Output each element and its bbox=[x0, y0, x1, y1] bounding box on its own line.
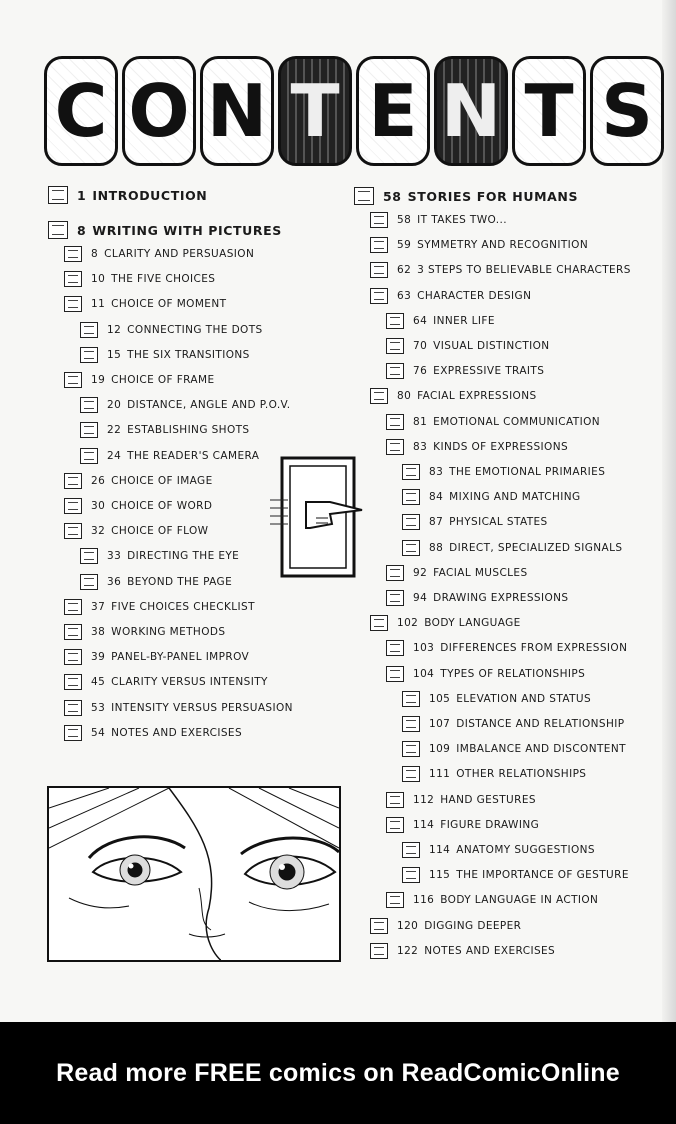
toc-label: OTHER RELATIONSHIPS bbox=[456, 768, 587, 781]
toc-page-number: 20 bbox=[107, 399, 122, 412]
toc-entry[interactable] bbox=[370, 615, 521, 631]
toc-entry[interactable] bbox=[386, 565, 528, 581]
toc-entry[interactable] bbox=[386, 892, 598, 908]
toc-page-number: 92 bbox=[413, 566, 428, 579]
toc-label: CHOICE OF IMAGE bbox=[111, 474, 213, 487]
masks-icon bbox=[370, 388, 388, 404]
dig-icon bbox=[370, 918, 388, 934]
toc-page-number: 114 bbox=[429, 844, 451, 856]
frame-icon bbox=[64, 372, 82, 388]
toc-label: FACIAL EXPRESSIONS bbox=[417, 390, 537, 403]
toc-label: THE IMPORTANCE OF GESTURE bbox=[456, 869, 629, 882]
toc-entry[interactable] bbox=[402, 540, 622, 556]
toc-entry[interactable] bbox=[370, 288, 531, 304]
toc-entry[interactable] bbox=[386, 363, 544, 379]
eyes-closeup-illustration bbox=[47, 786, 341, 962]
toc-entry[interactable] bbox=[64, 725, 242, 741]
figure-icon bbox=[386, 817, 404, 833]
toc-page-number: 103 bbox=[413, 642, 435, 655]
toc-page-number: 112 bbox=[413, 793, 435, 806]
toc-page-number: 109 bbox=[429, 743, 451, 756]
toc-page-number: 15 bbox=[107, 348, 122, 361]
grin-icon bbox=[402, 489, 420, 505]
toc-label: CHOICE OF FLOW bbox=[111, 525, 209, 538]
toc-page-number: 26 bbox=[91, 474, 106, 487]
group-icon bbox=[386, 666, 404, 682]
toc-entry[interactable] bbox=[386, 640, 627, 656]
toc-label: ELEVATION AND STATUS bbox=[456, 692, 592, 705]
toc-label: IT TAKES TWO... bbox=[417, 214, 507, 226]
introduction-icon bbox=[48, 186, 68, 204]
toc-page-number: 19 bbox=[91, 374, 106, 386]
toc-entry[interactable] bbox=[64, 246, 254, 262]
toc-page-number: 104 bbox=[413, 667, 435, 680]
toc-page-number: 58 bbox=[383, 188, 402, 204]
camera-icon bbox=[80, 448, 98, 464]
toc-label: IMBALANCE AND DISCONTENT bbox=[456, 743, 626, 756]
toc-label: BEYOND THE PAGE bbox=[127, 575, 233, 588]
figures-icon bbox=[370, 262, 388, 278]
toc-entry[interactable] bbox=[370, 212, 507, 228]
toc-page-number: 62 bbox=[397, 264, 412, 277]
toc-entry[interactable] bbox=[64, 599, 255, 615]
toc-page-number: 102 bbox=[397, 617, 419, 630]
toc-page-number: 36 bbox=[107, 575, 122, 588]
toc-label: NOTES AND EXERCISES bbox=[424, 944, 556, 957]
figures-pair-icon bbox=[386, 640, 404, 656]
toc-page-number: 53 bbox=[91, 701, 106, 714]
toc-page-number: 39 bbox=[91, 651, 106, 664]
toc-entry[interactable] bbox=[64, 523, 208, 539]
toc-entry[interactable] bbox=[386, 439, 568, 455]
toc-entry[interactable] bbox=[402, 741, 626, 757]
toc-entry[interactable] bbox=[80, 574, 232, 590]
toc-label: DIRECT, SPECIALIZED SIGNALS bbox=[449, 541, 623, 554]
seesaw-icon bbox=[64, 674, 82, 690]
toc-entry[interactable] bbox=[402, 464, 605, 480]
title-letter-t: T bbox=[512, 56, 586, 166]
toc-page-number: 81 bbox=[413, 415, 428, 428]
promo-banner-text: Read more FREE comics on ReadComicOnline bbox=[56, 1058, 620, 1087]
hand-pen-icon bbox=[64, 700, 82, 716]
toc-entry[interactable] bbox=[386, 666, 585, 682]
promo-banner[interactable] bbox=[0, 1022, 676, 1124]
toc-label: ESTABLISHING SHOTS bbox=[127, 424, 250, 437]
people-icon bbox=[370, 615, 388, 631]
angle-icon bbox=[80, 397, 98, 413]
gesture-icon bbox=[402, 867, 420, 883]
toc-page-number: 84 bbox=[429, 491, 444, 504]
toc-page-number: 107 bbox=[429, 718, 451, 730]
toc-page-number: 111 bbox=[429, 768, 451, 781]
toc-label: VISUAL DISTINCTION bbox=[433, 340, 550, 352]
toc-label: WRITING WITH PICTURES bbox=[92, 222, 282, 238]
toc-page-number: 45 bbox=[91, 676, 106, 689]
toc-label: STORIES FOR HUMANS bbox=[407, 188, 579, 204]
title-letter-n: N bbox=[434, 56, 508, 166]
toc-label: CONNECTING THE DOTS bbox=[127, 323, 263, 336]
toc-label: THE EMOTIONAL PRIMARIES bbox=[449, 466, 606, 478]
toc-page-number: 11 bbox=[91, 298, 106, 311]
toc-label: FIGURE DRAWING bbox=[440, 818, 540, 831]
toc-page-number: 8 bbox=[77, 222, 87, 238]
toc-entry[interactable] bbox=[80, 448, 259, 464]
toc-entry[interactable] bbox=[80, 422, 250, 438]
toc-label: DRAWING EXPRESSIONS bbox=[433, 592, 569, 604]
toc-page-number: 88 bbox=[429, 541, 444, 554]
improv-icon bbox=[64, 649, 82, 665]
face-icon bbox=[354, 187, 374, 205]
column-icon bbox=[80, 548, 98, 564]
toc-label: 3 STEPS TO BELIEVABLE CHARACTERS bbox=[417, 264, 631, 277]
toc-label: BODY LANGUAGE IN ACTION bbox=[440, 894, 599, 907]
pointing-hand-illustration bbox=[270, 452, 366, 584]
title-letter-t: T bbox=[278, 56, 352, 166]
tired-face-icon bbox=[402, 514, 420, 530]
toc-page-number: 70 bbox=[413, 340, 428, 352]
wink-icon bbox=[402, 540, 420, 556]
toc-entry[interactable] bbox=[402, 489, 581, 505]
toc-label: DIGGING DEEPER bbox=[424, 919, 522, 932]
toc-entry[interactable] bbox=[370, 237, 588, 253]
pen-drawing-icon bbox=[64, 473, 82, 489]
page-edge bbox=[662, 0, 676, 1022]
toc-entry[interactable] bbox=[64, 674, 268, 690]
arrow-icon bbox=[64, 246, 82, 262]
toc-label: THE SIX TRANSITIONS bbox=[127, 348, 250, 361]
toc-page-number: 115 bbox=[429, 869, 451, 882]
toc-page-number: 83 bbox=[429, 466, 444, 478]
muscles-icon bbox=[386, 565, 404, 581]
toc-label: INTRODUCTION bbox=[92, 187, 208, 203]
toc-label: BODY LANGUAGE bbox=[424, 617, 521, 630]
toc-label: INTENSITY VERSUS PERSUASION bbox=[111, 701, 293, 714]
imbalance-icon bbox=[402, 741, 420, 757]
toc-page-number: 80 bbox=[397, 390, 412, 403]
toc-label: CHOICE OF WORD bbox=[111, 500, 213, 512]
toc-label: EXPRESSIVE TRAITS bbox=[433, 365, 545, 378]
toc-label: CHOICE OF FRAME bbox=[111, 374, 215, 386]
toc-entry[interactable] bbox=[64, 473, 213, 489]
toc-label: CHARACTER DESIGN bbox=[417, 289, 532, 302]
pose-icon bbox=[402, 766, 420, 782]
title-letter-n: N bbox=[200, 56, 274, 166]
flow-icon bbox=[64, 523, 82, 539]
dots-icon bbox=[64, 271, 82, 287]
portraits-icon bbox=[370, 288, 388, 304]
toc-label: FACIAL MUSCLES bbox=[433, 566, 528, 579]
toc-entry[interactable] bbox=[386, 338, 550, 354]
head-icon bbox=[386, 313, 404, 329]
title-letter-s: S bbox=[590, 56, 664, 166]
toc-label: DIFFERENCES FROM EXPRESSION bbox=[440, 642, 628, 655]
burst-icon bbox=[80, 422, 98, 438]
toc-label: NOTES AND EXERCISES bbox=[111, 726, 243, 739]
panels-icon bbox=[80, 347, 98, 363]
toc-entry[interactable] bbox=[370, 943, 555, 959]
toc-page-number: 38 bbox=[91, 626, 106, 638]
eye-icon bbox=[386, 414, 404, 430]
toc-label: KINDS OF EXPRESSIONS bbox=[433, 440, 569, 453]
toc-page-number: 83 bbox=[413, 440, 428, 453]
toc-page-number: 54 bbox=[91, 726, 106, 739]
toc-label: ANATOMY SUGGESTIONS bbox=[456, 844, 595, 856]
toc-entry[interactable] bbox=[48, 221, 282, 239]
toc-label: DISTANCE, ANGLE AND P.O.V. bbox=[127, 399, 291, 412]
contents-title bbox=[44, 56, 664, 160]
toc-entry[interactable] bbox=[386, 414, 600, 430]
toc-entry[interactable] bbox=[386, 313, 495, 329]
toc-label: CLARITY AND PERSUASION bbox=[104, 248, 255, 260]
toc-page-number: 33 bbox=[107, 550, 122, 563]
toc-page-number: 58 bbox=[397, 214, 412, 226]
toc-label: PHYSICAL STATES bbox=[449, 516, 548, 529]
toc-page-number: 105 bbox=[429, 692, 451, 705]
toc-entry[interactable] bbox=[386, 817, 539, 833]
character-icon bbox=[386, 363, 404, 379]
toc-label: FIVE CHOICES CHECKLIST bbox=[111, 600, 255, 613]
toc-page-number: 94 bbox=[413, 592, 428, 604]
toc-page-number: 87 bbox=[429, 516, 444, 529]
toc-label: WORKING METHODS bbox=[111, 626, 226, 638]
letter-w-icon bbox=[64, 498, 82, 514]
toc-label: TYPES OF RELATIONSHIPS bbox=[440, 667, 586, 680]
toc-entry[interactable] bbox=[402, 766, 586, 782]
toc-entry[interactable] bbox=[370, 918, 521, 934]
toc-entry[interactable] bbox=[64, 700, 293, 716]
toc-page-number: 63 bbox=[397, 289, 412, 302]
toc-entry[interactable] bbox=[64, 624, 225, 640]
toc-page-number: 122 bbox=[397, 944, 419, 957]
expressions-icon bbox=[386, 439, 404, 455]
silhouettes-icon bbox=[386, 338, 404, 354]
toc-entry[interactable] bbox=[370, 388, 537, 404]
zigzag-icon bbox=[80, 322, 98, 338]
toc-page-number: 22 bbox=[107, 424, 122, 437]
toc-entry[interactable] bbox=[386, 792, 536, 808]
toc-label: CLARITY VERSUS INTENSITY bbox=[111, 676, 268, 689]
toc-label: EMOTIONAL COMMUNICATION bbox=[433, 415, 601, 428]
toc-entry[interactable] bbox=[402, 867, 629, 883]
toc-page-number: 59 bbox=[397, 239, 412, 252]
list-icon bbox=[370, 943, 388, 959]
toc-page-number: 12 bbox=[107, 323, 122, 336]
toc-entry[interactable] bbox=[402, 842, 595, 858]
toc-entry[interactable] bbox=[80, 347, 250, 363]
toc-entry[interactable] bbox=[402, 691, 591, 707]
smile-icon bbox=[402, 464, 420, 480]
toc-page-number: 24 bbox=[107, 449, 122, 462]
stairs-icon bbox=[402, 691, 420, 707]
toc-entry[interactable] bbox=[64, 649, 249, 665]
toc-label: MIXING AND MATCHING bbox=[449, 491, 581, 504]
drawing-hand-icon bbox=[386, 590, 404, 606]
toc-page-number: 116 bbox=[413, 894, 435, 907]
toc-entry[interactable] bbox=[64, 271, 215, 287]
toc-entry[interactable] bbox=[370, 262, 631, 278]
toc-page-number: 1 bbox=[77, 187, 87, 203]
toc-label: DIRECTING THE EYE bbox=[127, 550, 240, 563]
toc-entry[interactable] bbox=[80, 397, 291, 413]
checkmark-icon bbox=[64, 599, 82, 615]
toc-page-number: 32 bbox=[91, 525, 106, 538]
distance-icon bbox=[402, 716, 420, 732]
toc-label: DISTANCE AND RELATIONSHIP bbox=[456, 718, 625, 730]
anatomy-icon bbox=[402, 842, 420, 858]
hand-icon bbox=[386, 792, 404, 808]
toc-page-number: 120 bbox=[397, 919, 419, 932]
toc-label: PANEL-BY-PANEL IMPROV bbox=[111, 651, 250, 664]
toc-entry[interactable] bbox=[386, 590, 568, 606]
title-letter-c: C bbox=[44, 56, 118, 166]
toc-page-number: 30 bbox=[91, 500, 106, 512]
scroll-icon bbox=[80, 574, 98, 590]
toc-entry[interactable] bbox=[64, 372, 215, 388]
toc-entry[interactable] bbox=[80, 322, 263, 338]
toc-page-number: 64 bbox=[413, 314, 428, 327]
toc-page-number: 37 bbox=[91, 600, 106, 613]
sketch-icon bbox=[64, 624, 82, 640]
toc-entry[interactable] bbox=[64, 296, 226, 312]
toc-label: THE FIVE CHOICES bbox=[111, 273, 216, 286]
title-letter-e: E bbox=[356, 56, 430, 166]
list-icon bbox=[64, 725, 82, 741]
toc-entry[interactable] bbox=[80, 548, 239, 564]
toc-entry[interactable] bbox=[64, 498, 212, 514]
toc-entry[interactable] bbox=[48, 186, 207, 204]
simple-face-icon bbox=[370, 237, 388, 253]
two-circles-icon bbox=[370, 212, 388, 228]
toc-entry[interactable] bbox=[402, 514, 548, 530]
stopwatch-icon bbox=[64, 296, 82, 312]
writing-pictures-icon bbox=[48, 221, 68, 239]
toc-label: HAND GESTURES bbox=[440, 793, 536, 806]
toc-label: CHOICE OF MOMENT bbox=[111, 298, 227, 311]
toc-page-number: 10 bbox=[91, 273, 106, 286]
toc-page-number: 8 bbox=[91, 248, 99, 260]
toc-entry[interactable] bbox=[402, 716, 625, 732]
action-icon bbox=[386, 892, 404, 908]
toc-label: THE READER'S CAMERA bbox=[127, 449, 260, 462]
toc-page-number: 114 bbox=[413, 818, 435, 831]
toc-entry[interactable] bbox=[354, 187, 578, 205]
toc-label: INNER LIFE bbox=[433, 314, 495, 327]
title-letter-o: O bbox=[122, 56, 196, 166]
toc-page-number: 76 bbox=[413, 365, 428, 378]
toc-label: SYMMETRY AND RECOGNITION bbox=[417, 239, 589, 252]
